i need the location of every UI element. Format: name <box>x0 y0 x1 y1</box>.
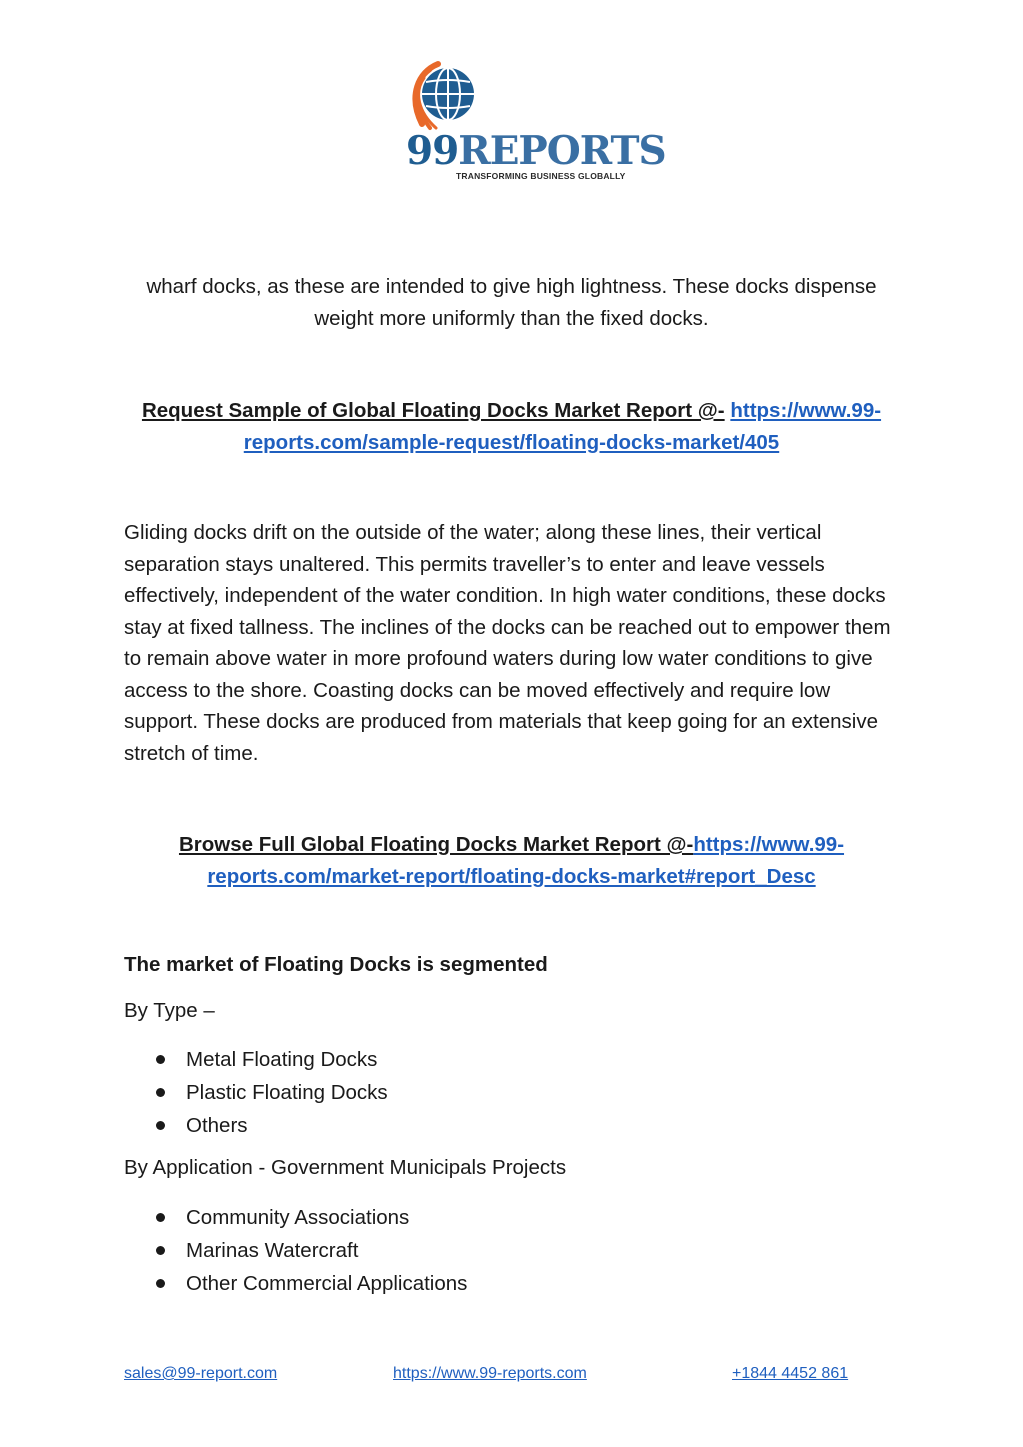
bullet-icon <box>156 1121 165 1130</box>
sample-request-link[interactable]: https://www.99- <box>730 399 882 422</box>
company-logo <box>400 58 666 188</box>
application-item-label: Marinas Watercraft <box>186 1239 359 1262</box>
type-item-label: Plastic Floating Docks <box>186 1081 388 1104</box>
browse-report-link-cont[interactable]: reports.com/market-report/floating-docks-market#report_Desc <box>207 864 816 888</box>
footer-phone-link[interactable]: +1844 4452 861 <box>732 1365 849 1382</box>
body-paragraph: Gliding docks drift on the outside of the water; along these lines, their vertical separation stays unaltered. This permits traveller’s to enter and leave vessels effectively, independent of the water condition. In high water conditions, these docks stay at fixed tallness. The inclines of the docks can be reached out to empower them to remain above water in more profound waters during low water conditions to give access to the shore. Coasting docks can be moved effectively and require low support. These docks are produced from materials that keep going for an extensive stretch of time. <box>124 521 891 765</box>
list-item <box>124 1234 467 1267</box>
by-application-label: By Application - Government Municipals Projects <box>124 1156 567 1179</box>
list-item <box>124 1109 388 1142</box>
sample-request-label: Request Sample of Global Floating Docks Market Report @- <box>141 399 725 422</box>
sample-request-block <box>124 395 899 458</box>
browse-report-block <box>124 829 899 892</box>
type-item-label: Metal Floating Docks <box>186 1048 378 1071</box>
application-item-label: Other Commercial Applications <box>186 1272 468 1295</box>
bullet-icon <box>156 1213 165 1222</box>
intro-line-2: weight more uniformly than the fixed docks. <box>314 306 709 330</box>
type-list <box>124 1043 388 1142</box>
logo-99: 99 <box>406 128 459 174</box>
browse-report-label: Browse Full Global Floating Docks Market Report @- <box>178 833 694 856</box>
logo-reports: REPORTS <box>458 128 666 174</box>
list-item <box>124 1043 388 1076</box>
list-item <box>124 1076 388 1109</box>
list-item <box>124 1201 467 1234</box>
sample-request-link-cont[interactable]: reports.com/sample-request/floating-docks-market/405 <box>243 430 780 454</box>
logo-wordmark <box>406 128 666 174</box>
list-item <box>124 1267 467 1300</box>
by-type-label: By Type – <box>124 999 215 1022</box>
bullet-icon <box>156 1279 165 1288</box>
browse-report-link[interactable]: https://www.99- <box>693 833 845 856</box>
globe-icon <box>400 58 630 138</box>
intro-paragraph <box>124 271 899 334</box>
bullet-icon <box>156 1055 165 1064</box>
footer-email-link[interactable]: sales@99-report.com <box>124 1365 278 1382</box>
footer-website-link[interactable]: https://www.99-reports.com <box>393 1365 587 1382</box>
type-item-label: Others <box>186 1114 248 1137</box>
bullet-icon <box>156 1088 165 1097</box>
bullet-icon <box>156 1246 165 1255</box>
segmentation-heading: The market of Floating Docks is segmented <box>124 953 548 976</box>
logo-tagline: TRANSFORMING BUSINESS GLOBALLY <box>456 171 626 181</box>
application-list <box>124 1201 467 1300</box>
intro-line-1: wharf docks, as these are intended to give high lightness. These docks dispense <box>146 275 877 298</box>
application-item-label: Community Associations <box>186 1206 410 1229</box>
